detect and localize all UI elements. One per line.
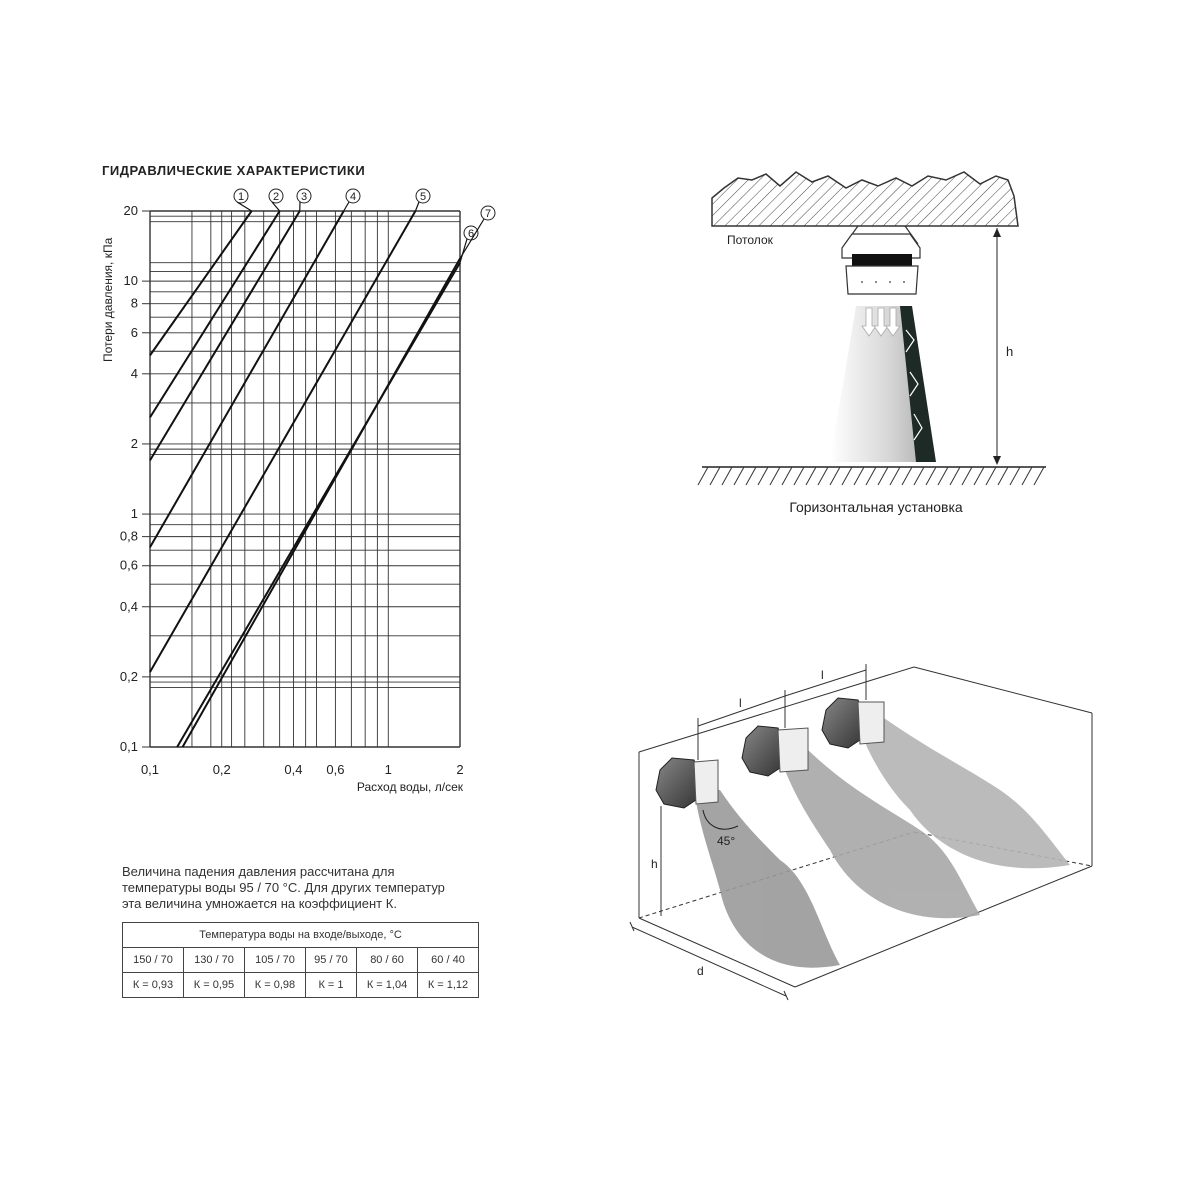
note-line: эта величина умножается на коэффициент К. (122, 896, 397, 911)
floor-hatch-line (878, 467, 888, 485)
table-cell: К = 0,98 (244, 973, 305, 998)
series-label-1: 1 (237, 191, 245, 203)
airflow-arrows (862, 308, 900, 336)
y-tick-label: 8 (130, 295, 138, 311)
floor-hatch-line (950, 467, 960, 485)
warm-air-stream (830, 306, 936, 462)
note-line: Величина падения давления рассчитана для (122, 864, 395, 879)
room-perspective-diagram (630, 664, 1092, 1000)
floor-hatch-line (998, 467, 1008, 485)
y-tick-label: 0,8 (119, 528, 138, 544)
y-tick-label: 4 (130, 365, 138, 381)
series-label-7: 7 (484, 208, 492, 220)
floor-hatch-line (710, 467, 720, 485)
floor-hatch-line (746, 467, 756, 485)
heater-2 (742, 726, 808, 776)
note-line: температуры воды 95 / 70 °С. Для других температур (122, 880, 445, 895)
floor-hatch-line (1022, 467, 1032, 485)
heater-unit (842, 226, 920, 294)
floor-hatch-line (842, 467, 852, 485)
height-dimension (993, 228, 1013, 465)
floor-hatch-line (806, 467, 816, 485)
height-label: h (1006, 344, 1014, 359)
floor-hatch-line (938, 467, 948, 485)
table-cell: К = 1,12 (418, 973, 479, 998)
floor-hatch-line (866, 467, 876, 485)
floor-hatch-line (1010, 467, 1020, 485)
table-cell: 105 / 70 (244, 948, 305, 973)
series-label-5: 5 (419, 191, 427, 203)
table-cell: 95 / 70 (305, 948, 356, 973)
floor-hatch-line (818, 467, 828, 485)
y-tick-label: 6 (130, 324, 138, 340)
spacing-label-1: l (739, 696, 742, 710)
table-cell: 150 / 70 (123, 948, 184, 973)
x-tick-label: 0,2 (212, 762, 231, 777)
table-cell: 60 / 40 (418, 948, 479, 973)
floor-hatch-line (890, 467, 900, 485)
x-tick-label: 0,4 (284, 762, 303, 777)
ceiling-label: Потолок (727, 233, 773, 247)
heater-3 (822, 698, 884, 748)
table-cell: К = 0,95 (183, 973, 244, 998)
floor-hatch-line (698, 467, 708, 485)
floor-hatch-line (722, 467, 732, 485)
y-axis-label: Потери давления, кПа (101, 237, 115, 362)
y-tick-label: 2 (130, 435, 138, 451)
floor-hatch-line (794, 467, 804, 485)
x-tick-label: 1 (384, 762, 392, 777)
y-tick-label: 0,2 (119, 668, 138, 684)
floor-hatch-line (1034, 467, 1044, 485)
floor-hatch-line (926, 467, 936, 485)
floor-hatch-line (986, 467, 996, 485)
floor-hatch-line (854, 467, 864, 485)
table-cell: К = 0,93 (123, 973, 184, 998)
floor-hatch-line (770, 467, 780, 485)
angle-label: 45° (717, 834, 736, 848)
depth-label: d (697, 964, 704, 978)
table-header: Температура воды на входе/выходе, °С (123, 923, 479, 948)
y-tick-label: 0,1 (119, 739, 138, 754)
table-cell: К = 1 (305, 973, 356, 998)
series-label-3: 3 (300, 191, 308, 203)
series-label-6: 6 (467, 228, 475, 240)
table-cell: 130 / 70 (183, 948, 244, 973)
y-tick-label: 0,4 (119, 598, 138, 614)
floor-hatch-line (758, 467, 768, 485)
floor-hatch-line (734, 467, 744, 485)
horizontal-installation-diagram (698, 172, 1046, 515)
y-tick-label: 0,6 (119, 557, 138, 573)
floor-hatch-line (914, 467, 924, 485)
spacing-label-2: l (821, 668, 824, 682)
floor-hatch-line (782, 467, 792, 485)
installation-caption: Горизонтальная установка (789, 499, 963, 515)
table-cell: К = 1,04 (357, 973, 418, 998)
x-tick-label: 2 (456, 762, 464, 777)
x-tick-label: 0,1 (140, 762, 160, 777)
y-tick-label: 1 (130, 506, 138, 522)
series-label-2: 2 (272, 191, 280, 203)
x-axis-label: Расход воды, л/сек (356, 780, 463, 794)
y-tick-label: 20 (123, 203, 138, 218)
floor-hatch-line (962, 467, 972, 485)
ceiling-slab (712, 172, 1018, 226)
floor (698, 467, 1046, 485)
chart-title: ГИДРАВЛИЧЕСКИЕ ХАРАКТЕРИСТИКИ (102, 163, 366, 178)
x-tick-label: 0,6 (326, 762, 345, 777)
series-label-4: 4 (349, 191, 357, 203)
y-tick-label: 10 (123, 273, 138, 289)
room-height-label: h (651, 857, 658, 871)
floor-hatch-line (974, 467, 984, 485)
floor-hatch-line (902, 467, 912, 485)
floor-hatch-line (830, 467, 840, 485)
table-cell: 80 / 60 (357, 948, 418, 973)
heater-1 (656, 758, 718, 808)
